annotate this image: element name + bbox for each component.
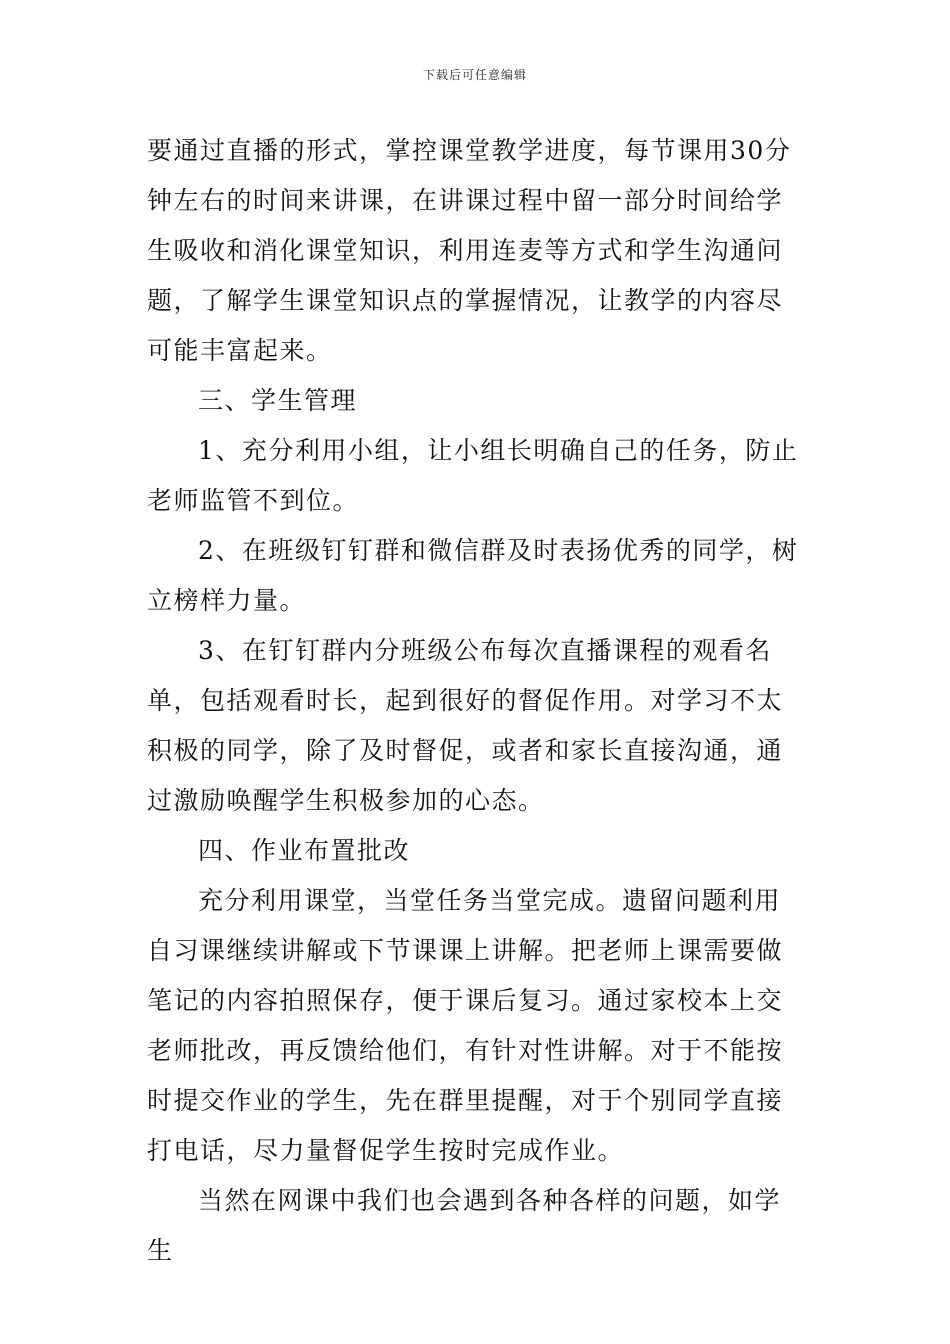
paragraph-homework: 充分利用课堂，当堂任务当堂完成。遗留问题利用自习课继续讲解或下节课课上讲解。把老师上课需要做笔记的内容拍照保存，便于课后复习。通过家校本上交老师批改，再反馈给他们，有针对性讲解。对于不能按时提交作业的学生，先在群里提醒，对于个别同学直接打电话，尽力量督促学生按时完成作业。 [147, 886, 784, 1165]
paragraph-continuation: 要通过直播的形式，掌控课堂教学进度，每节课用30分钟左右的时间来讲课，在讲课过程中留一部分时间给学生吸收和消化课堂知识，利用连麦等方式和学生沟通问题，了解学生课堂知识点的掌握情况，让教学的内容尽可能丰富起来。 [147, 136, 792, 365]
paragraph-closing: 当然在网课中我们也会遇到各种各样的问题，如学生 [147, 1186, 782, 1265]
list-item-1: 1、充分利用小组，让小组长明确自己的任务，防止老师监管不到位。 [147, 436, 799, 515]
document-body [147, 126, 807, 1276]
list-item-2: 2、在班级钉钉群和微信群及时表扬优秀的同学，树立榜样力量。 [147, 536, 799, 615]
section-heading-student-management: 三、学生管理 [198, 386, 358, 415]
page-header-note: 下载后可任意编辑 [422, 68, 527, 82]
section-heading-homework: 四、作业布置批改 [198, 836, 411, 865]
list-item-3: 3、在钉钉群内分班级公布每次直播课程的观看名单，包括观看时长，起到很好的督促作用。对学习不太积极的同学，除了及时督促，或者和家长直接沟通，通过激励唤醒学生积极参加的心态。 [147, 636, 784, 815]
